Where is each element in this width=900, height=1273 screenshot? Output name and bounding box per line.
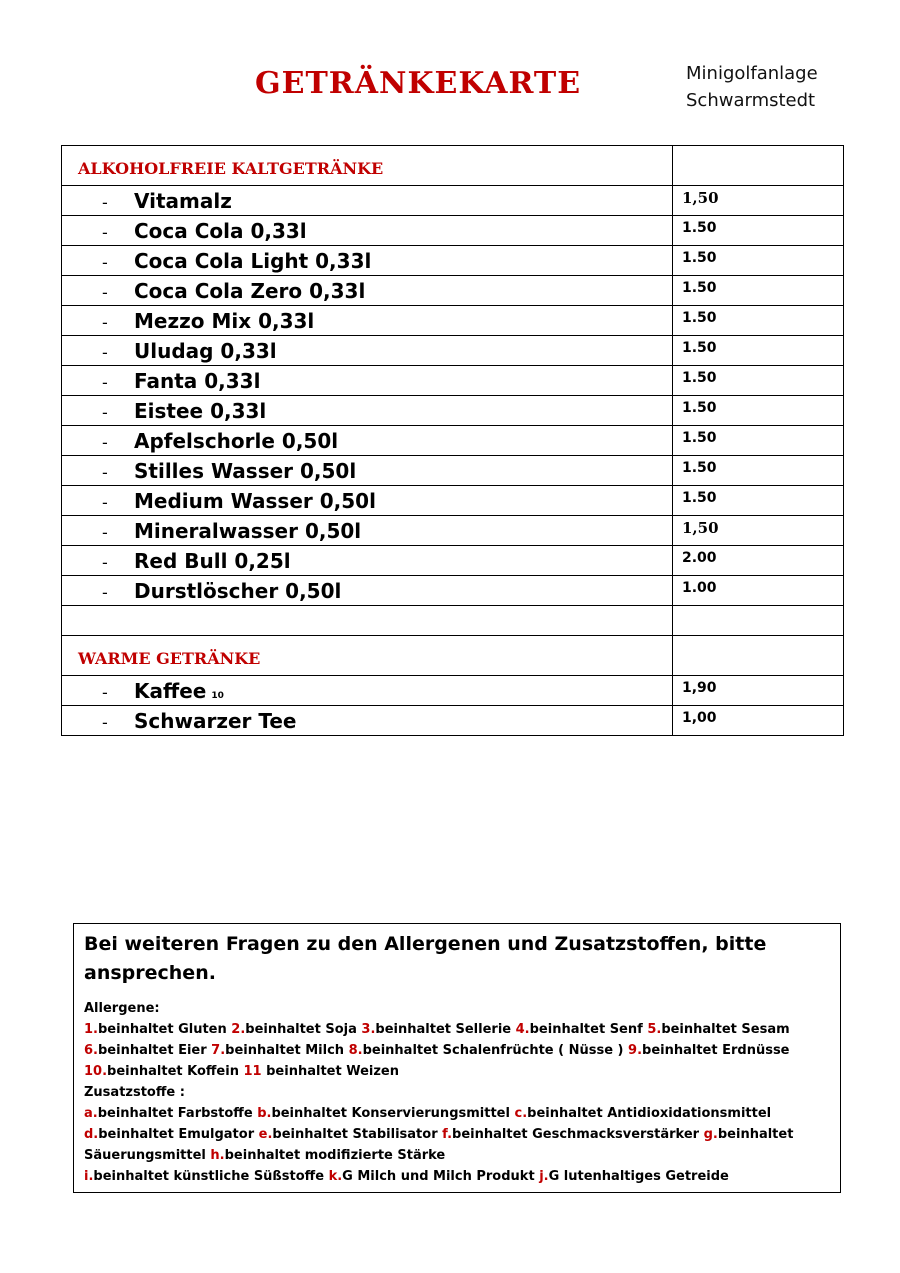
code-marker: e. bbox=[258, 1127, 273, 1142]
bullet-dash: - bbox=[102, 432, 108, 452]
code-marker: 8. bbox=[348, 1043, 363, 1058]
bullet-dash: - bbox=[102, 342, 108, 362]
price-cell bbox=[673, 336, 844, 366]
price-cell bbox=[673, 396, 844, 426]
item-price: 1.50 bbox=[682, 459, 717, 476]
code-description: beinhaltet Eier bbox=[97, 1043, 207, 1058]
additives-line bbox=[84, 1166, 830, 1187]
additives-line bbox=[84, 1103, 830, 1124]
item-name-cell bbox=[62, 546, 673, 576]
menu-item-row bbox=[62, 306, 844, 336]
empty-cell bbox=[62, 606, 673, 636]
item-name: Fanta 0,33l bbox=[134, 368, 261, 393]
code-description: beinhaltet modifizierte Stärke bbox=[224, 1148, 446, 1163]
additives-line bbox=[84, 1124, 830, 1166]
bullet-dash: - bbox=[102, 252, 108, 272]
code-marker: a. bbox=[84, 1106, 98, 1121]
item-price: 1,50 bbox=[682, 518, 719, 537]
item-price: 2.00 bbox=[682, 549, 717, 566]
item-name-cell bbox=[62, 516, 673, 546]
item-name-cell bbox=[62, 486, 673, 516]
item-price: 1,50 bbox=[682, 188, 719, 207]
item-name: Coca Cola 0,33l bbox=[134, 218, 307, 243]
menu-item-row bbox=[62, 676, 844, 706]
item-price: 1.50 bbox=[682, 249, 717, 266]
code-marker: 6. bbox=[84, 1043, 98, 1058]
item-name: Mezzo Mix 0,33l bbox=[134, 308, 315, 333]
menu-item-row bbox=[62, 366, 844, 396]
code-description: beinhaltet Senf bbox=[529, 1022, 643, 1037]
code-marker: i. bbox=[84, 1169, 94, 1184]
code-marker: 2. bbox=[231, 1022, 246, 1037]
section-heading-cell bbox=[62, 636, 673, 676]
menu-item-row bbox=[62, 706, 844, 736]
allergen-code: 10 bbox=[211, 690, 224, 701]
price-cell bbox=[673, 216, 844, 246]
code-description: beinhaltet Geschmacksverstärker bbox=[452, 1127, 700, 1142]
code-description: beinhaltet Farbstoffe bbox=[97, 1106, 253, 1121]
item-name-cell bbox=[62, 426, 673, 456]
venue-line-1: Minigolfanlage bbox=[686, 63, 818, 84]
menu-item-row bbox=[62, 456, 844, 486]
code-description: beinhaltet Säuerungsmittel bbox=[84, 1127, 794, 1163]
code-description: G lutenhaltiges Getreide bbox=[548, 1169, 729, 1184]
code-description: beinhaltet Gluten bbox=[97, 1022, 227, 1037]
price-cell bbox=[673, 576, 844, 606]
item-name: Mineralwasser 0,50l bbox=[134, 518, 362, 543]
item-name-cell bbox=[62, 186, 673, 216]
code-description: beinhaltet Milch bbox=[225, 1043, 345, 1058]
menu-item-row bbox=[62, 186, 844, 216]
bullet-dash: - bbox=[102, 712, 108, 732]
item-name-cell bbox=[62, 276, 673, 306]
code-marker: 11 bbox=[243, 1064, 262, 1079]
bullet-dash: - bbox=[102, 582, 108, 602]
item-name: Stilles Wasser 0,50l bbox=[134, 458, 357, 483]
allergen-info-box bbox=[73, 923, 841, 1193]
item-price: 1,00 bbox=[682, 709, 717, 726]
item-name-cell bbox=[62, 306, 673, 336]
item-name-cell bbox=[62, 246, 673, 276]
menu-item-row bbox=[62, 396, 844, 426]
item-name: Coca Cola Light 0,33l bbox=[134, 248, 372, 273]
item-name: Coca Cola Zero 0,33l bbox=[134, 278, 366, 303]
drinks-menu-table bbox=[61, 145, 844, 736]
code-marker: 3. bbox=[361, 1022, 376, 1037]
item-price: 1,90 bbox=[682, 679, 717, 696]
code-description: beinhaltet Emulgator bbox=[98, 1127, 255, 1142]
bullet-dash: - bbox=[102, 552, 108, 572]
venue-line-2: Schwarmstedt bbox=[686, 90, 816, 111]
code-marker: f. bbox=[442, 1127, 453, 1142]
price-cell bbox=[673, 676, 844, 706]
menu-item-row bbox=[62, 336, 844, 366]
code-marker: 7. bbox=[211, 1043, 226, 1058]
code-marker: b. bbox=[257, 1106, 272, 1121]
price-cell bbox=[673, 706, 844, 736]
bullet-dash: - bbox=[102, 462, 108, 482]
venue-name bbox=[686, 60, 818, 114]
bullet-dash: - bbox=[102, 682, 108, 702]
price-cell bbox=[673, 426, 844, 456]
menu-item-row bbox=[62, 576, 844, 606]
item-name: Red Bull 0,25l bbox=[134, 548, 291, 573]
item-price: 1.50 bbox=[682, 399, 717, 416]
code-description: beinhaltet Weizen bbox=[266, 1064, 400, 1079]
code-description: beinhaltet Stabilisator bbox=[272, 1127, 438, 1142]
bullet-dash: - bbox=[102, 522, 108, 542]
item-price: 1.50 bbox=[682, 429, 717, 446]
menu-item-row bbox=[62, 276, 844, 306]
item-name: Durstlöscher 0,50l bbox=[134, 578, 342, 603]
price-cell bbox=[673, 186, 844, 216]
code-marker: j. bbox=[539, 1169, 549, 1184]
item-name: Eistee 0,33l bbox=[134, 398, 267, 423]
code-marker: d. bbox=[84, 1127, 99, 1142]
item-price: 1.50 bbox=[682, 309, 717, 326]
page-title: GETRÄNKEKARTE bbox=[255, 66, 582, 101]
code-marker: 1. bbox=[84, 1022, 98, 1037]
item-name: Kaffee bbox=[134, 678, 207, 703]
code-description: beinhaltet Sellerie bbox=[375, 1022, 512, 1037]
empty-cell bbox=[673, 606, 844, 636]
code-marker: c. bbox=[514, 1106, 528, 1121]
price-cell bbox=[673, 636, 844, 676]
price-cell bbox=[673, 546, 844, 576]
item-name: Schwarzer Tee bbox=[134, 708, 297, 733]
bullet-dash: - bbox=[102, 372, 108, 392]
section-heading: WARME GETRÄNKE bbox=[78, 649, 261, 668]
allergens-line bbox=[84, 1040, 830, 1061]
item-name-cell bbox=[62, 576, 673, 606]
bullet-dash: - bbox=[102, 402, 108, 422]
code-marker: 5. bbox=[647, 1022, 662, 1037]
bullet-dash: - bbox=[102, 312, 108, 332]
allergens-label: Allergene: bbox=[84, 1001, 160, 1016]
price-cell bbox=[673, 146, 844, 186]
allergens-line bbox=[84, 1061, 830, 1082]
code-marker: h. bbox=[210, 1148, 225, 1163]
item-price: 1.50 bbox=[682, 279, 717, 296]
bullet-dash: - bbox=[102, 222, 108, 242]
code-description: beinhaltet Schalenfrüchte ( Nüsse ) bbox=[362, 1043, 624, 1058]
item-price: 1.50 bbox=[682, 369, 717, 386]
item-name-cell bbox=[62, 676, 673, 706]
item-price: 1.50 bbox=[682, 339, 717, 356]
item-price: 1.50 bbox=[682, 489, 717, 506]
item-price: 1.00 bbox=[682, 579, 717, 596]
item-name-cell bbox=[62, 706, 673, 736]
menu-item-row bbox=[62, 216, 844, 246]
section-heading-cell bbox=[62, 146, 673, 186]
code-description: beinhaltet künstliche Süßstoffe bbox=[93, 1169, 325, 1184]
item-name-cell bbox=[62, 336, 673, 366]
price-cell bbox=[673, 246, 844, 276]
code-description: beinhaltet Antidioxidationsmittel bbox=[527, 1106, 772, 1121]
allergens-line bbox=[84, 1019, 830, 1040]
price-cell bbox=[673, 276, 844, 306]
item-name-cell bbox=[62, 456, 673, 486]
item-name-cell bbox=[62, 216, 673, 246]
item-name: Uludag 0,33l bbox=[134, 338, 277, 363]
item-name: Medium Wasser 0,50l bbox=[134, 488, 376, 513]
spacer-row bbox=[62, 606, 844, 636]
code-description: beinhaltet Soja bbox=[245, 1022, 357, 1037]
price-cell bbox=[673, 516, 844, 546]
section-cold-drinks bbox=[62, 146, 844, 186]
price-cell bbox=[673, 456, 844, 486]
price-cell bbox=[673, 486, 844, 516]
price-cell bbox=[673, 306, 844, 336]
code-description: beinhaltet Koffein bbox=[107, 1064, 239, 1079]
code-marker: g. bbox=[703, 1127, 718, 1142]
menu-item-row bbox=[62, 246, 844, 276]
item-name: Vitamalz bbox=[134, 188, 232, 213]
item-name-cell bbox=[62, 396, 673, 426]
item-name: Apfelschorle 0,50l bbox=[134, 428, 339, 453]
item-name-cell bbox=[62, 366, 673, 396]
info-heading: Bei weiteren Fragen zu den Allergenen und Zusatzstoffen, bitte ansprechen. bbox=[84, 933, 767, 984]
menu-item-row bbox=[62, 546, 844, 576]
menu-item-row bbox=[62, 516, 844, 546]
code-description: G Milch und Milch Produkt bbox=[342, 1169, 535, 1184]
code-description: beinhaltet Konservierungsmittel bbox=[271, 1106, 510, 1121]
code-marker: 10. bbox=[84, 1064, 108, 1079]
bullet-dash: - bbox=[102, 192, 108, 212]
code-description: beinhaltet Sesam bbox=[661, 1022, 790, 1037]
section-warm-drinks bbox=[62, 636, 844, 676]
code-marker: k. bbox=[328, 1169, 343, 1184]
additives-label: Zusatzstoffe : bbox=[84, 1085, 185, 1100]
menu-item-row bbox=[62, 426, 844, 456]
code-marker: 9. bbox=[628, 1043, 643, 1058]
bullet-dash: - bbox=[102, 492, 108, 512]
section-heading: ALKOHOLFREIE KALTGETRÄNKE bbox=[78, 159, 384, 178]
code-marker: 4. bbox=[515, 1022, 530, 1037]
code-description: beinhaltet Erdnüsse bbox=[642, 1043, 790, 1058]
item-price: 1.50 bbox=[682, 219, 717, 236]
price-cell bbox=[673, 366, 844, 396]
bullet-dash: - bbox=[102, 282, 108, 302]
menu-item-row bbox=[62, 486, 844, 516]
